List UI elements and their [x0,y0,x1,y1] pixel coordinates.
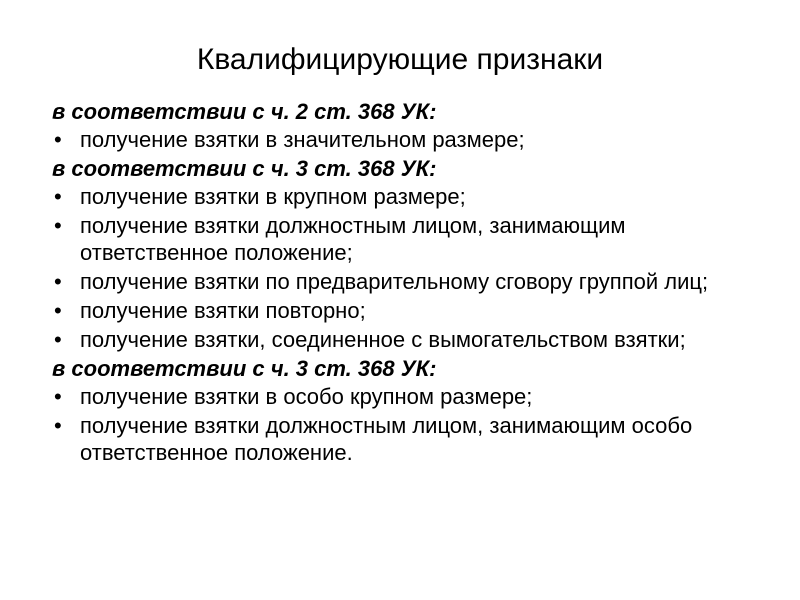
section-part-3 [52,155,772,353]
bullet-list [52,383,772,466]
bullet-list [52,126,772,153]
bullet-icon: • [54,413,62,438]
section-heading: в соответствии с ч. 2 ст. 368 УК: [52,99,437,124]
list-item [52,383,772,410]
bullet-icon: • [54,384,62,409]
bullet-icon: • [54,269,62,294]
list-item [52,326,772,353]
section-part-3-extra [52,355,772,466]
list-item [52,212,772,266]
content-body [52,98,772,468]
bullet-icon: • [54,127,62,152]
section-part-2 [52,98,772,153]
bullet-icon: • [54,213,62,238]
list-item-text: получение взятки повторно; [80,298,366,323]
page-title: Квалифицирующие признаки [196,43,604,76]
list-item [52,412,772,466]
bullet-icon: • [54,327,62,352]
list-item-text: получение взятки, соединенное с вымогательством взятки; [80,327,686,352]
list-item [52,297,772,324]
bullet-list [52,183,772,353]
list-item-text: получение взятки должностным лицом, занимающим ответственное положение; [80,213,626,265]
list-item-text: получение взятки в крупном размере; [80,184,466,209]
section-heading: в соответствии с ч. 3 ст. 368 УК: [52,156,437,181]
list-item [52,126,772,153]
list-item-text: получение взятки в особо крупном размере; [80,384,533,409]
section-heading: в соответствии с ч. 3 ст. 368 УК: [52,356,437,381]
list-item [52,183,772,210]
list-item-text: получение взятки в значительном размере; [80,127,525,152]
list-item [52,268,772,295]
list-item-text: получение взятки по предварительному сговору группой лиц; [80,269,709,294]
bullet-icon: • [54,298,62,323]
list-item-text: получение взятки должностным лицом, занимающим особо ответственное положение. [80,413,693,465]
bullet-icon: • [54,184,62,209]
